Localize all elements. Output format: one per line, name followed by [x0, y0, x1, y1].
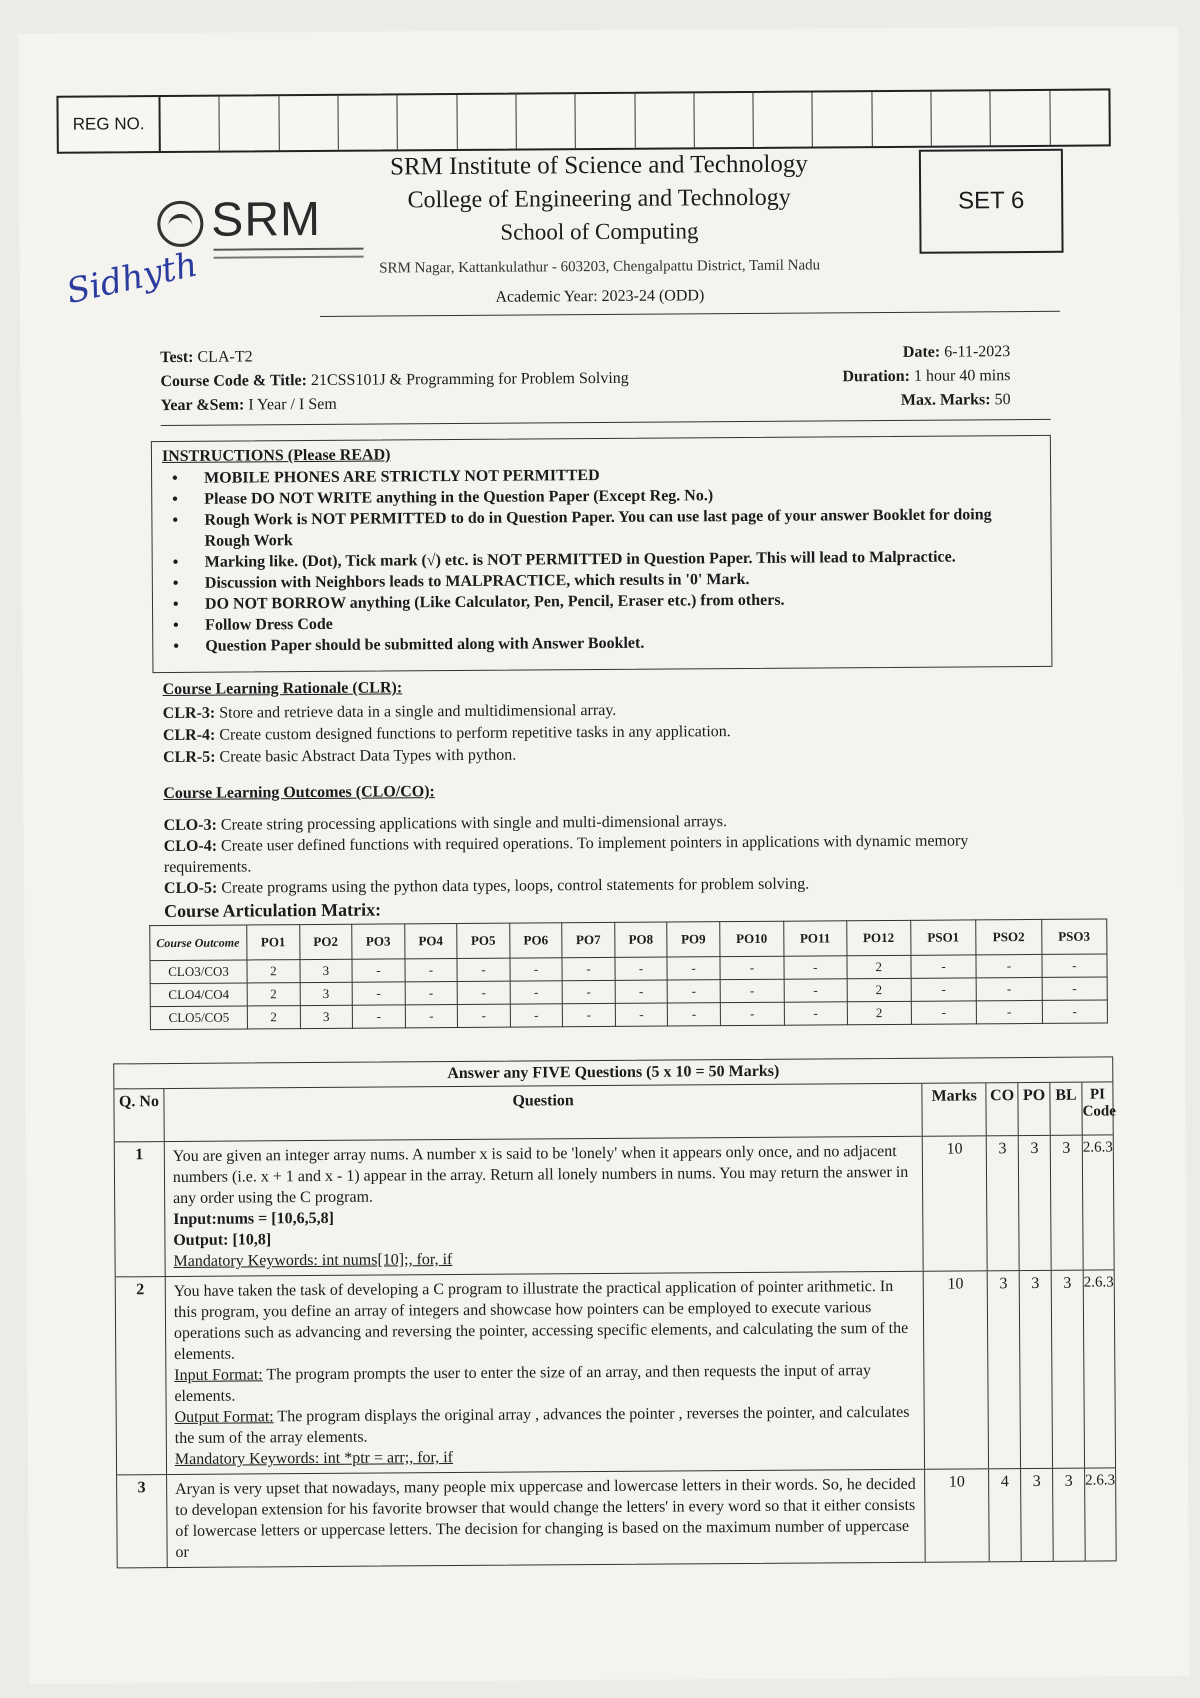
srm-emblem-icon — [157, 201, 203, 247]
clo-item: Create string processing applications with single and multi-dimensional arrays. — [220, 813, 728, 834]
instruction-item: • Question Paper should be submitted along with Answer Booklet. — [191, 630, 1041, 657]
institution-header — [319, 150, 880, 308]
question-row: 1 You are given an integer array nums. A number x is said to be 'lonely' when it appears only once, and no adjacent numbers (i.e. x + 1 and x - 1) appear in the array. Return all lonely numbers in nums. You may return the answer in any order using the C program. Input:nums = [10,6,5,8] Output: [10,8] Mandatory Keywords: int nums[10];, for, if 10 3 3 3 2.6.3 — [115, 1135, 1114, 1277]
table-row: CLO5/CO5 2 3 - - - - - - - - - 2 - - - — [150, 1000, 1107, 1030]
college-name: College of Engineering and Technology — [407, 184, 791, 214]
instructions-box — [151, 435, 1053, 673]
instruction-item: • Please DO NOT WRITE anything in the Question Paper (Except Reg. No.) — [190, 483, 1040, 510]
school-name: School of Computing — [500, 218, 699, 245]
instruction-item: • DO NOT BORROW anything (Like Calculator, Pen, Pencil, Eraser etc.) from others. — [191, 588, 1041, 615]
instructions-title: INSTRUCTIONS (Please READ) — [161, 446, 391, 466]
clr-item: Create custom designed functions to perform repetitive tasks in any application. — [219, 723, 731, 744]
table-row: CLO3/CO3 2 3 - - - - - - - - - 2 - - - — [150, 954, 1107, 984]
questions-table — [113, 1056, 1117, 1568]
question-row: 3 Aryan is very upset that nowadays, many people mix uppercase and lowercase letters in their words. So, he decided to developan extension for his favorite browser that would change the letters' in every word so that it either consists of lowercase letters or uppercase letters. The decision for changing is based on the maximum number of uppercase or 10 4 3 3 2.6.3 — [117, 1468, 1116, 1567]
max-marks: 50 — [994, 391, 1011, 409]
clo-title: Course Learning Outcomes (CLO/CO): — [163, 783, 435, 803]
table-row: CLO4/CO4 2 3 - - - - - - - - - 2 - - - — [150, 977, 1107, 1007]
handwritten-signature: Sidhyth — [62, 244, 202, 313]
instruction-item: • MOBILE PHONES ARE STRICTLY NOT PERMITTED — [190, 462, 1040, 489]
clr-section: Course Learning Rationale (CLR): CLR-3: Store and retrieve data in a single and multidimensional array. CLR-4: Create custom designed functions to perform repetitive tasks in any application. CLR-5: Create basic Abstract Data Types with python. — [163, 675, 1064, 769]
institute-name: SRM Institute of Science and Technology — [389, 150, 808, 181]
table-header-row: Q. No Question Marks CO PO BL PI Code — [114, 1082, 1112, 1142]
reg-no-box — [56, 88, 1110, 153]
questions-caption: Answer any FIVE Questions (5 x 10 = 50 Marks) — [114, 1057, 1112, 1089]
clr-item: Create basic Abstract Data Types with python. — [219, 746, 517, 766]
exam-meta: Test: CLA-T2 Date: 6-11-2023 Course Code & Title: 21CSS101J & Programming for Problem Solving Duration: 1 hour 40 mins Year &Sem: I Year / I Sem Max. Marks: 50 — [160, 343, 1011, 415]
exam-date: 6-11-2023 — [944, 343, 1011, 361]
question-text: You are given an integer array nums. A number x is said to be 'lonely' when it appears only once, and no adjacent numbers (i.e. x + 1 and x - 1) appear in the array. Return all lonely numbers in nums. You may return the answer in any order using the C program. Input:nums = [10,6,5,8] Output: [10,8] Mandatory Keywords: int nums[10];, for, if — [165, 1137, 924, 1276]
logo-text: SRM — [211, 192, 322, 247]
set-label: SET 6 — [919, 149, 1064, 254]
test-name: CLA-T2 — [197, 348, 253, 366]
question-row: 2 You have taken the task of developing a C program to illustrate the practical application of pointer arithmetic. In this program, you define an array of integers and showcase how pointers can be employed to execute various operations such as advancing and reversing the pointer, accessing specific elements, and calculating the sum of the elements. Input Format: The program prompts the user to enter the size of an array, and then requests the input of array elements. Output Format: The program displays the original array , advances the pointer , reverses the pointer, and calculates the sum of the array elements. Mandatory Keywords: int *ptr = arr;, for, if 10 3 3 3 2.6.3 — [116, 1270, 1115, 1475]
articulation-matrix — [149, 918, 1108, 1030]
instruction-item: • Follow Dress Code — [191, 609, 1041, 636]
question-text: You have taken the task of developing a C program to illustrate the practical application of pointer arithmetic. In this program, you define an array of integers and showcase how pointers can be employed to execute various operations such as advancing and reversing the pointer, accessing specific elements, and calculating the sum of the elements. Input Format: The program prompts the user to enter the size of an array, and then requests the input of array elements. Output Format: The program displays the original array , advances the pointer , reverses the pointer, and calculates the sum of the array elements. Mandatory Keywords: int *ptr = arr;, for, if — [166, 1272, 926, 1474]
table-header-row: Course Outcome PO1 PO2 PO3 PO4 PO5 PO6 PO7 PO8 PO9 PO10 PO11 PO12 PSO1 PSO2 PSO3 — [150, 919, 1107, 961]
course-title: 21CSS101J & Programming for Problem Solving — [310, 369, 629, 390]
duration: 1 hour 40 mins — [913, 367, 1011, 385]
cam-title: Course Articulation Matrix: — [164, 899, 382, 922]
instruction-item: • Marking like. (Dot), Tick mark (√) etc. is NOT PERMITTED in Question Paper. This will lead to Malpractice. — [191, 546, 1041, 573]
question-text: Aryan is very upset that nowadays, many people mix uppercase and lowercase letters in their words. So, he decided to developan extension for his favorite browser that would change the letters' in every word so that it either consists of lowercase letters or uppercase letters. The decision for changing is based on the maximum number of uppercase or — [167, 1470, 926, 1567]
instruction-item: • Discussion with Neighbors leads to MALPRACTICE, which results in '0' Mark. — [191, 567, 1041, 594]
reg-no-label: REG NO. — [58, 97, 160, 152]
clr-title: Course Learning Rationale (CLR): — [162, 679, 403, 699]
question-paper — [18, 26, 1189, 1684]
address: SRM Nagar, Kattankulathur - 603203, Chengalpattu District, Tamil Nadu — [379, 257, 821, 277]
year-sem: I Year / I Sem — [248, 395, 337, 414]
clo-item: Create user defined functions with required operations. To implement pointers in applications with dynamic memory requirements. — [163, 832, 969, 877]
clo-section: Course Learning Outcomes (CLO/CO): CLO-3: Create string processing applications with single and multi-dimensional arrays. CLO-4: Create user defined functions with required operations. To implement pointers in applications with dynamic memory requirements. CLO-5: Create programs using the python data types, loops, control statements for problem solving. — [163, 779, 1044, 899]
instruction-item: • Rough Work is NOT PERMITTED to do in Question Paper. You can use last page of your answer Booklet for doing Rough Work — [190, 504, 1040, 552]
clo-item: Create programs using the python data types, loops, control statements for problem solving. — [221, 875, 810, 897]
clr-item: Store and retrieve data in a single and multidimensional array. — [219, 701, 617, 722]
academic-year: Academic Year: 2023-24 (ODD) — [495, 287, 705, 306]
